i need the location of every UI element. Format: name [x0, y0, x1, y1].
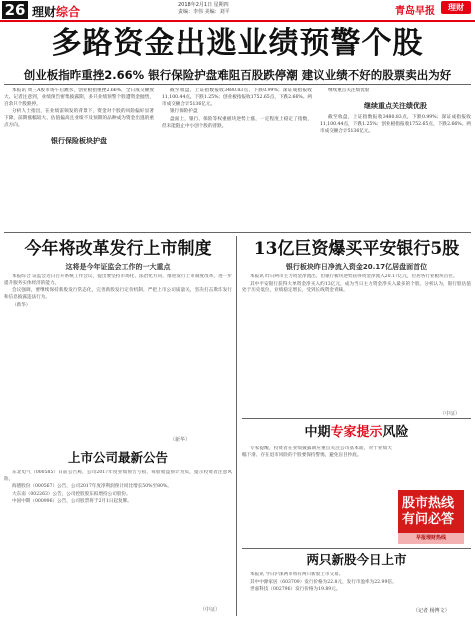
ad-text: 股市热线 有问必答: [402, 496, 455, 527]
header-rule: [0, 20, 475, 22]
issue-date: 2018年2月1日 星期四: [178, 2, 229, 8]
divider: [4, 232, 471, 233]
paragraph: 会议强调，要继续保持新股发行常态化，完善新股发行定价机制，严把上市公司质量关，坚决打击欺诈发行和信息披露违法行为。: [4, 288, 232, 301]
paragraph: 海德股份（000567）公告，公司2017年度净利润预计同比增长50%至80%。: [12, 484, 172, 490]
paragraph: （新华）: [12, 302, 31, 308]
risk-body: [242, 446, 392, 542]
divider: [242, 418, 471, 419]
section-badge: 理财: [441, 1, 471, 14]
ann-headline: 上市公司最新公告: [67, 450, 168, 465]
ipo2-body: [242, 572, 471, 606]
paragraph: 截至收盘，上证指数报收3480.83点，下跌0.99%；深证成指报收11,100.44点，下跌1.25%；创业板指报收1752.65点，下跌2.66%。两市成交额合计5136亿元。: [162, 88, 312, 107]
paragraph: 继续重点关注绩优股: [328, 88, 370, 93]
ipo-headline: 今年将改革发行上市制度: [24, 239, 212, 259]
main-subhead: 创业板指昨重挫2.66% 银行保险护盘难阻百股跌停潮 建议业绩不好的股票卖出为好: [23, 68, 452, 82]
section-label: 理财: [32, 5, 57, 19]
paper-logo: 青岛早报: [395, 6, 435, 17]
paragraph: 其中平安银行获得大单资金净买入约13亿元，成为当日主力资金净买入最多的个股。分析认为，银行股估值处于历史低位，业绩稳定增长，受到长线资金青睐。: [242, 281, 471, 294]
divider: [242, 548, 471, 549]
section-label-highlight: 综合: [56, 5, 81, 19]
section-title: [32, 3, 80, 20]
hotline-ad: [398, 490, 464, 544]
subsection-heading: 银行保险板块护盘: [51, 137, 107, 146]
paragraph: 东北电气（000585）日前公告称，公司2017年度业绩预告亏损，每股收益预计为负，提示投资者注意风险。: [4, 470, 232, 482]
ipo2-headline: 两只新股今日上市: [306, 552, 407, 567]
paragraph: 本报讯 昨日两市主力资金净流出，但银行板块逆势获得资金净流入20.17亿元，位居各行业板块首位。: [250, 274, 458, 279]
bank-body: [242, 274, 471, 414]
ann-body: [4, 470, 232, 610]
bank-headline: 13亿巨资爆买平安银行5股: [253, 239, 460, 259]
issue-info: [178, 2, 230, 16]
column-divider: [236, 236, 237, 616]
page-header: [0, 0, 475, 21]
main-story-col-1: [4, 88, 154, 216]
paragraph: 世嘉科技（002796）发行价格为19.89元。: [250, 587, 341, 592]
paragraph: 本报讯 周三A股市场午后跳水，创业板指重挫2.66%，全日成交额放大。记者注意到，业绩预告密集披露期，多只业绩预警个股遭资金抛售，百余只个股跌停。: [4, 88, 154, 107]
paragraph: 大东南（002263）公告，公司控股股东拟增持公司股份。: [12, 491, 131, 497]
paragraph: 银行保险护盘: [170, 109, 198, 115]
risk-headline-c: 风险: [382, 425, 409, 440]
ipo-byline: （新华）: [170, 437, 191, 443]
main-story-col-2: [162, 88, 312, 216]
page-number: 26: [2, 1, 28, 19]
ann-byline: （中证）: [200, 607, 221, 613]
subsection-heading: 继续重点关注绩优股: [364, 101, 427, 110]
paragraph: 截至收盘，上证指数报收3480.83点，下跌0.99%；深证成指报收11,100.44点，下跌1.25%；创业板指报收1752.65点，下跌2.66%。两市成交额合计5136亿元。: [320, 114, 471, 134]
main-headline: 多路资金出逃业绩预警个股: [51, 26, 424, 61]
paragraph: 中国中期（000996）公告，公司股票将于2月1日起复牌。: [12, 499, 132, 505]
bank-byline: （中证）: [440, 411, 461, 417]
ad-bar: 早报理财热线: [398, 533, 464, 544]
paragraph: 分析人士指出，在业绩雷频发的背景下，资金对个股的风险偏好显著下降，前期涨幅较大、估值偏高且业绩不及预期的品种成为资金出逃的重点方向。: [4, 109, 154, 129]
paragraph: 本报讯 今日沪深两市将有两只新股上市交易。: [250, 572, 344, 577]
issue-editors: 责编：李伟 美编：刘平: [178, 9, 230, 15]
paragraph: 专家提醒，投资者在业绩披露期应重点关注公司基本面，对于业绩大幅下滑、存在退市风险的个股要保持警惕，避免盲目抄底。: [242, 446, 392, 458]
bank-subhead: 银行板块昨日净流入资金20.17亿居盘面首位: [285, 263, 428, 271]
paragraph: 本报综合 证监会近日召开系统工作会议，提出要坚持市场化、法治化方向，推进发行上市制度改革，进一步提升服务实体经济的能力。: [4, 274, 232, 286]
footer-editor: （记者 杨博文）: [413, 608, 450, 614]
ipo-body: [4, 274, 232, 444]
divider: [4, 84, 471, 85]
paragraph: 其中中源家居（603709）发行价格为22.8元，发行市盈率为22.99倍。: [250, 579, 397, 585]
risk-headline-b: 专家提示: [330, 425, 383, 440]
risk-headline: [242, 424, 471, 441]
paragraph: 盘面上，银行、保险等权重板块逆势上涨，一定程度上稳定了指数，但未能阻止中小创个股的普跌。: [162, 116, 312, 129]
main-story-col-3: [320, 88, 471, 216]
ipo-subhead: 这将是今年证监会工作的一大重点: [65, 263, 171, 271]
risk-headline-a: 中期: [304, 425, 331, 440]
